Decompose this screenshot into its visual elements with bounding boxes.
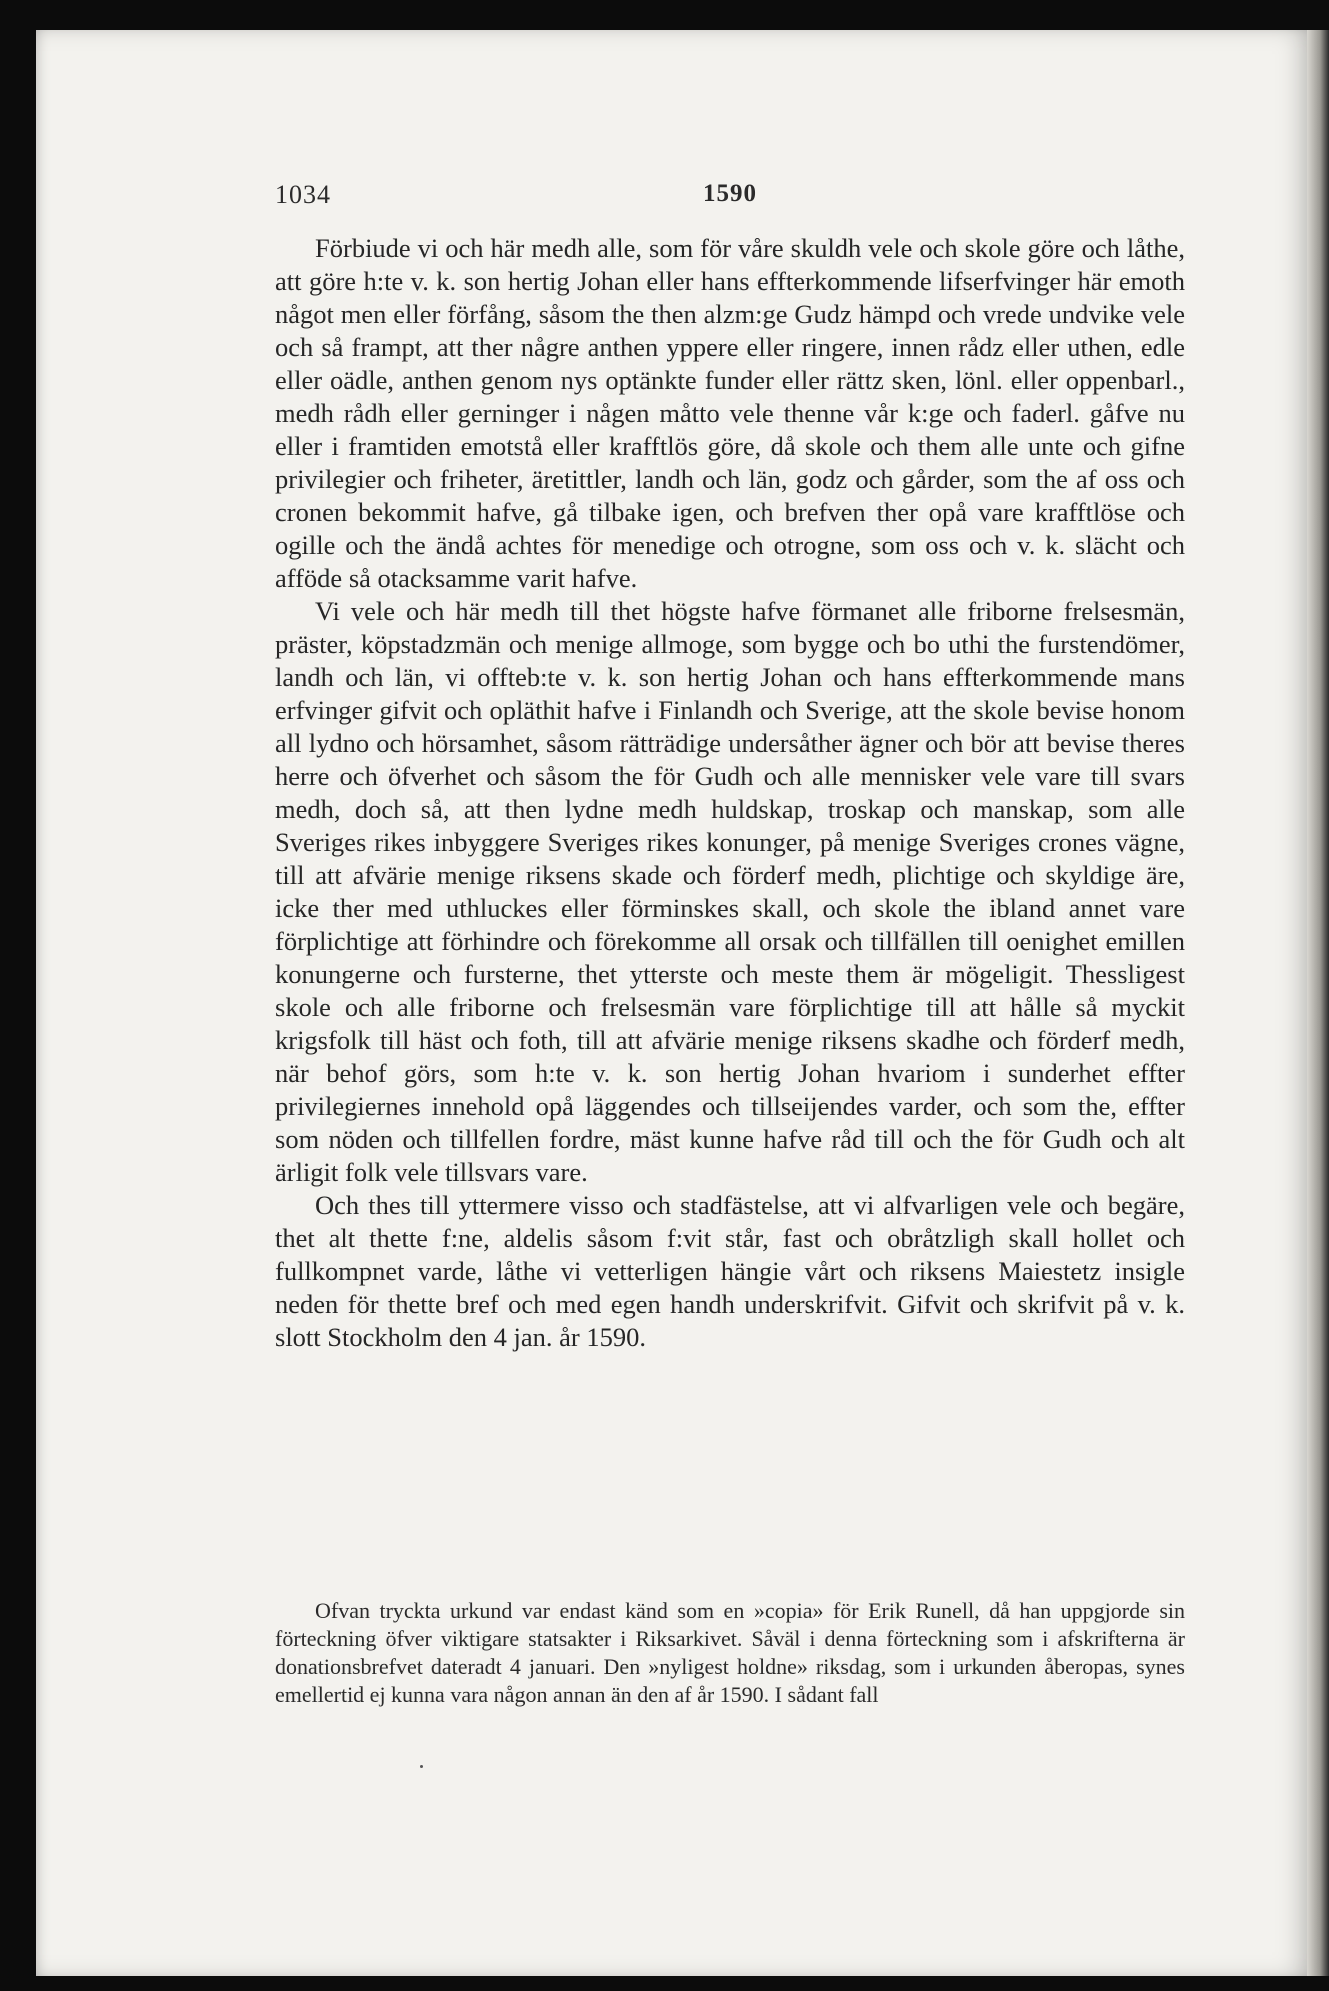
running-header	[275, 180, 1185, 214]
editorial-note	[275, 1597, 1185, 1709]
page-edge-shadow	[1307, 30, 1329, 1976]
page-number: 1034	[275, 180, 331, 209]
body-paragraph: Förbiude vi och här medh alle, som för våre skuldh vele och skole göre och låthe, att göre h:te v. k. son hertig Johan eller hans effterkommende lifserfvinger här emoth något men eller förfång, såsom the then alzm:ge Gudz hämpd och vrede undvike vele och så frampt, att ther någre anthen yppere eller ringere, innen rådz eller uthen, edle eller oädle, anthen genom nys optänkte funder eller rättz sken, lönl. eller oppenbarl., medh rådh eller gerninger i någen måtto vele thenne vår k:ge och faderl. gåfve nu eller i framtiden emotstå eller krafftlös göre, då skole och them alle unte och gifne privilegier och friheter, äretittler, landh och län, godz och gårder, som the af oss och cronen bekommit hafve, gå tilbake igen, och brefven ther opå vare krafftlöse och ogille och the ändå achtes för menedige och otrogne, som oss och v. k. slächt och afföde så otacksamme varit hafve.	[275, 233, 1185, 593]
document-body	[275, 232, 1185, 1354]
ink-speck	[420, 1765, 423, 1768]
body-paragraph: Och thes till yttermere visso och stadfästelse, att vi alfvarligen vele och begäre, thet alt thette f:ne, aldelis såsom f:vit står, fast och obråtzligh skall hollet och fullkompnet varde, låthe vi vetterligen hängie vårt och riksens Maiestetz insigle neden för thette bref och med egen handh underskrifvit. Gifvit och skrifvit på v. k. slott Stockholm den 4 jan. år 1590.	[275, 1190, 1185, 1352]
note-paragraph: Ofvan tryckta urkund var endast känd som en »copia» för Erik Runell, då han uppgjorde sin förteckning öfver viktigare statsakter i Riksarkivet. Såväl i denna förteckning som i afskrifterna är donationsbrefvet dateradt 4 januari. Den »nyligest holdne» riksdag, som i urkunden åberopas, synes emellertid ej kunna vara någon annan än den af år 1590. I sådant fall	[275, 1598, 1185, 1707]
body-paragraph: Vi vele och här medh till thet högste hafve förmanet alle friborne frelsesmän, präster, köpstadzmän och menige allmoge, som bygge och bo uthi the furstendömer, landh och län, vi offteb:te v. k. son hertig Johan och hans effterkommende mans erfvinger gifvit och opläthit hafve i Finlandh och Sverige, att the skole bevise honom all lydno och hörsamhet, såsom rätträdige undersåther ägner och bör att bevise theres herre och öfverhet och såsom the för Gudh och alle mennisker vele vare till svars medh, doch så, att then lydne medh huldskap, troskap och manskap, som alle Sveriges rikes inbyggere Sveriges rikes konunger, på menige Sveriges crones vägne, till att afvärie menige riksens skade och förderf medh, plichtige och skyldige äre, icke ther med uthluckes eller förminskes skall, och skole the ibland annet vare förplichtige att förhindre och förekomme all orsak och tillfällen till oenighet emillen konungerne och fursterne, thet ytterste och meste them är mögeligit. Thessligest skole och alle friborne och frelsesmän vare förplichtige till att hålle så myckit krigsfolk till häst och foth, till att afvärie menige riksens skadhe och förderf medh, när behof görs, som h:te v. k. son hertig Johan hvariom i sunderhet effter privilegiernes innehold opå läggendes och tillseijendes varder, och som the, effter som nöden och tillfellen fordre, mäst kunne hafve råd till och the för Gudh och alt ärligit folk vele tillsvars vare.	[275, 596, 1185, 1187]
header-year: 1590	[703, 180, 757, 207]
